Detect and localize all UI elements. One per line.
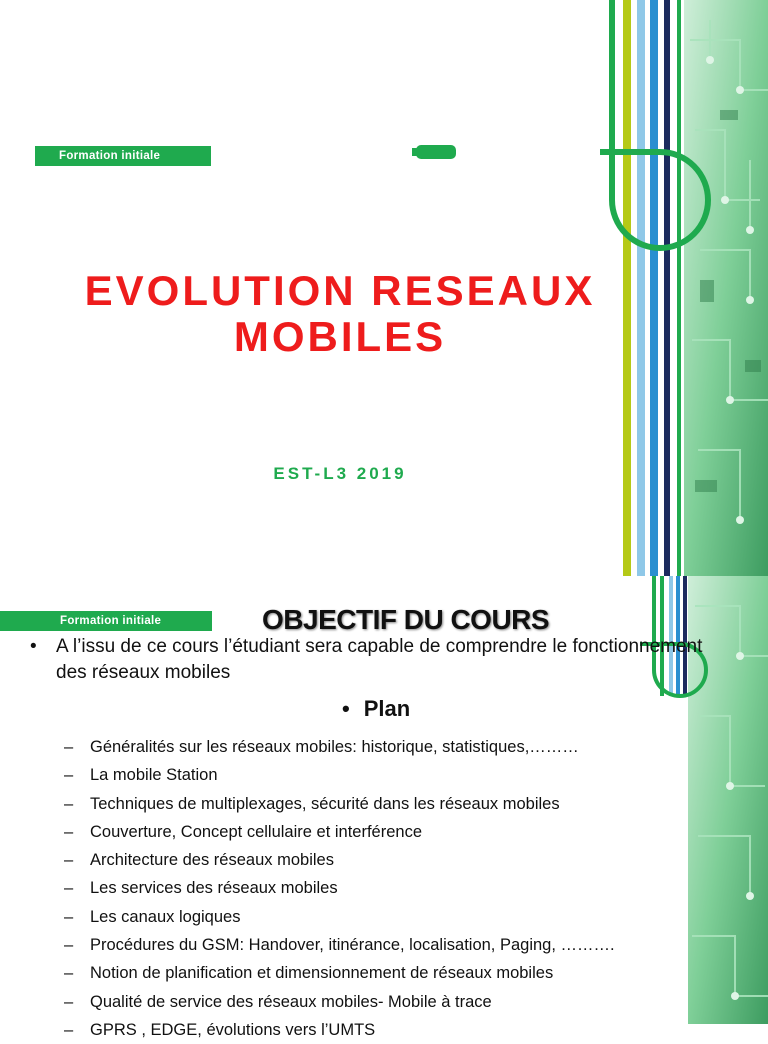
plan-heading bbox=[342, 696, 410, 722]
list-item bbox=[64, 931, 615, 959]
list-item-text: Qualité de service des réseaux mobiles- Mobile à trace bbox=[90, 992, 492, 1011]
formation-badge: Formation initiale bbox=[0, 611, 212, 631]
list-item-text: Généralités sur les réseaux mobiles: historique, statistiques,……… bbox=[90, 738, 579, 756]
dash-marker: – bbox=[64, 1020, 74, 1039]
dash-marker: – bbox=[64, 907, 74, 926]
bullet-point: • bbox=[30, 636, 37, 657]
plan-list bbox=[64, 733, 615, 1044]
list-item-text: Techniques de multiplexages, sécurité dans les réseaux mobiles bbox=[90, 794, 560, 813]
list-item bbox=[64, 903, 615, 931]
dash-marker: – bbox=[64, 879, 74, 898]
list-item bbox=[64, 1016, 615, 1044]
plan-heading-text: Plan bbox=[363, 696, 411, 721]
list-item bbox=[64, 959, 615, 987]
list-item bbox=[64, 790, 615, 818]
list-item-text: La mobile Station bbox=[90, 766, 218, 785]
list-item bbox=[64, 733, 615, 761]
list-item bbox=[64, 874, 615, 902]
bullet-point: • bbox=[342, 696, 350, 721]
list-item-text: Les canaux logiques bbox=[90, 907, 241, 926]
list-item-text: Procédures du GSM: Handover, itinérance, localisation, Paging, ………. bbox=[90, 936, 615, 955]
list-item-text: GPRS , EDGE, évolutions vers l’UMTS bbox=[90, 1020, 376, 1039]
objective-text: A l’issu de ce cours l’étudiant sera capable de comprendre le fonctionnement des réseaux mobiles bbox=[56, 636, 703, 683]
list-item bbox=[64, 846, 615, 874]
dash-marker: – bbox=[64, 964, 74, 983]
objectives-title: OBJECTIF DU COURS bbox=[262, 604, 550, 635]
dash-marker: – bbox=[64, 822, 74, 841]
dash-marker: – bbox=[64, 936, 74, 955]
dash-marker: – bbox=[64, 794, 74, 813]
list-item-text: Couverture, Concept cellulaire et interférence bbox=[90, 822, 423, 841]
slide-subtitle: EST-L3 2019 bbox=[273, 464, 407, 483]
objective-statement bbox=[30, 634, 710, 686]
dash-marker: – bbox=[64, 851, 74, 870]
title-line-1: EVOLUTION RESEAUX bbox=[84, 267, 596, 314]
title-line-2: MOBILES bbox=[233, 313, 447, 360]
list-item-text: Architecture des réseaux mobiles bbox=[90, 851, 334, 870]
slide-title-heading bbox=[40, 268, 640, 360]
cable-connector-icon bbox=[412, 142, 472, 162]
formation-badge: Formation initiale bbox=[35, 146, 211, 166]
dash-marker: – bbox=[64, 992, 74, 1011]
list-item bbox=[64, 761, 615, 789]
list-item-text: Notion de planification et dimensionnement de réseaux mobiles bbox=[90, 964, 554, 983]
list-item bbox=[64, 818, 615, 846]
dash-marker: – bbox=[64, 766, 74, 785]
dash-marker: – bbox=[64, 738, 74, 756]
list-item bbox=[64, 988, 615, 1016]
list-item-text: Les services des réseaux mobiles bbox=[90, 879, 338, 898]
